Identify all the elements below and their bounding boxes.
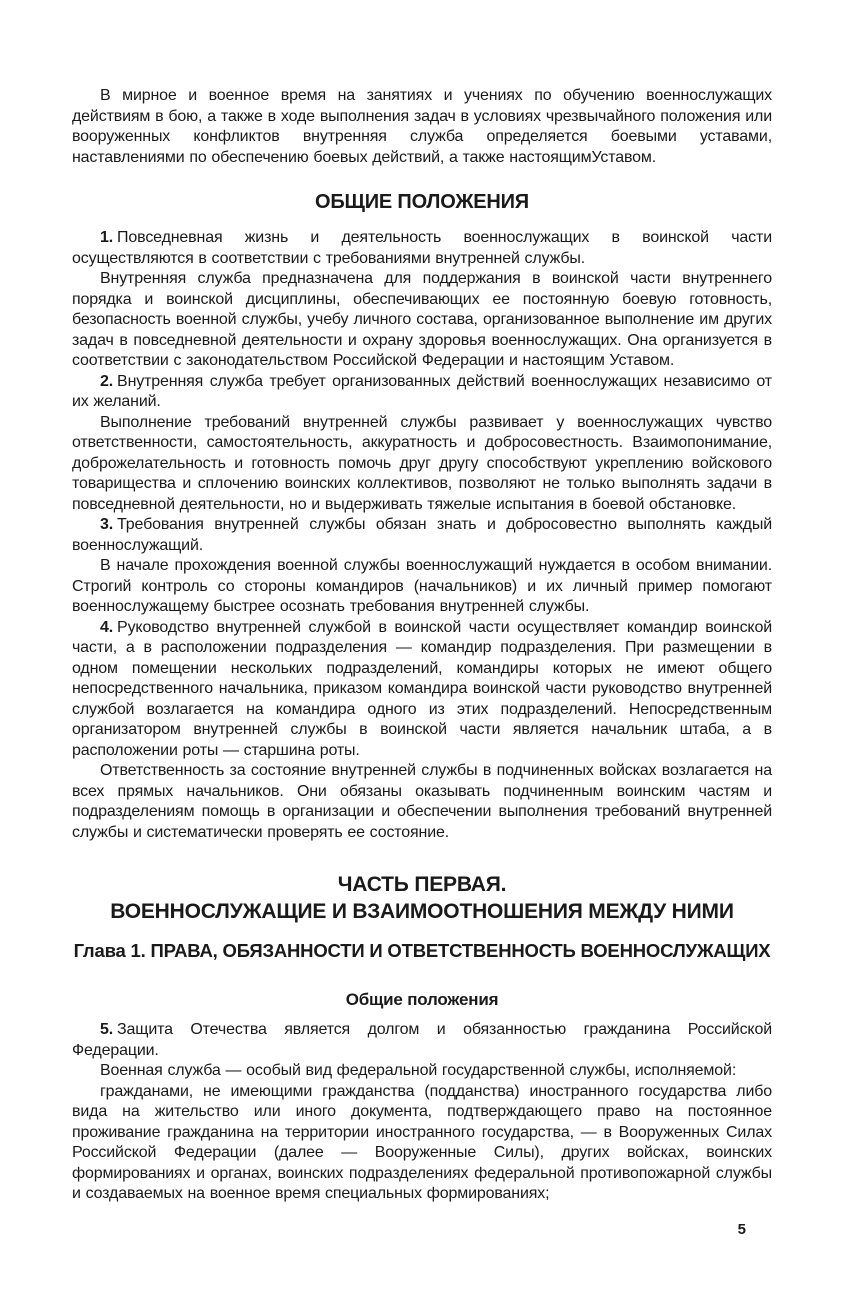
paragraph-4-cont bbox=[72, 761, 772, 843]
paragraph-5-list-item bbox=[72, 1082, 772, 1205]
paragraph-number: 1. bbox=[100, 229, 114, 246]
paragraph-text: Внутренняя служба требует организованных действий военнослужащих независимо от их желаний. bbox=[72, 372, 772, 410]
part-title bbox=[72, 871, 772, 925]
paragraph-2 bbox=[72, 372, 772, 413]
paragraph-3 bbox=[72, 515, 772, 556]
paragraph-number: 2. bbox=[100, 372, 114, 390]
paragraph-text: Руководство внутренней службой в воинской части осуществляет командир воинской части, а в расположении подразделения — командир подразделения. При размещении в одном помещении нескольких подразделений, командиры которых не имеют общего непосредственного начальника, приказом командира воинской части руководство внутренней службой возлагается на командира одного из этих подразделений. Непосредственным организатором внутренней службы в воинской части является начальник штаба, а в расположении роты — старшина роты. bbox=[72, 618, 772, 759]
paragraph-text: Военная служба — особый вид федеральной государственной службы, исполняемой: bbox=[100, 1062, 737, 1079]
chapter-title: Глава 1. ПРАВА, ОБЯЗАННОСТИ И ОТВЕТСТВЕННОСТЬ ВОЕННОСЛУЖАЩИХ bbox=[73, 940, 771, 961]
paragraph-text: Ответственность за состояние внутренней службы в подчиненных войсках возлагается на всех прямых начальников. Они обязаны оказывать подчиненным воинским частям и подразделениям помощь в организации и обеспечении выполнения требований внутренней службы и систематически проверять ее состояние. bbox=[72, 762, 772, 841]
part-title-line2: ВОЕННОСЛУЖАЩИЕ И ВЗАИМООТНОШЕНИЯ МЕЖДУ НИМИ bbox=[110, 900, 734, 923]
subsection-title: Общие положения bbox=[345, 990, 499, 1009]
paragraph-number: 4. bbox=[100, 618, 114, 636]
paragraph-text: гражданами, не имеющими гражданства (подданства) иностранного государства либо вида на жительство или иного документа, подтверждающего право на постоянное проживание гражданина на территории иностранного государства, — в Вооруженных Силах Российской Федерации (далее — Вооруженные Силы), других войсках, воинских формированиях и органах, воинских подразделениях федеральной противопожарной службы и создаваемых на военное время специальных формированиях; bbox=[72, 1082, 772, 1202]
paragraph-1 bbox=[72, 228, 772, 269]
intro-paragraph: В мирное и военное время на занятиях и учениях по обучению военнослужащих действиям в бою, а также в ходе выполнения задач в условиях чрезвычайного положения или вооруженных конфликтов внутренняя служба определяется боевыми уставами, наставлениями по обеспечению боевых действий, а также настоящимУставом. bbox=[72, 87, 772, 166]
paragraph-5-cont bbox=[72, 1061, 772, 1082]
paragraph-number: 3. bbox=[100, 516, 114, 533]
paragraph-number: 5. bbox=[100, 1021, 114, 1038]
paragraph-text: Внутренняя служба предназначена для поддержания в воинской части внутреннего порядка и воинской дисциплины, обеспечивающих ее постоянную боевую готовность, безопасность военной службы, учебу личного состава, организованное выполнение им других задач в повседневной деятельности и охрану здоровья военнослужащих. Она организуется в соответствии с законодательством Российской Федерации и настоящим Уставом. bbox=[72, 270, 772, 369]
paragraph-2-cont bbox=[72, 413, 772, 516]
paragraph-1-cont bbox=[72, 269, 772, 372]
page-number: 5 bbox=[737, 1220, 746, 1238]
paragraph-5 bbox=[72, 1020, 772, 1061]
paragraph-text: Выполнение требований внутренней службы развивает у военнослужащих чувство ответственности, самостоятельность, аккуратность и добросовестность. Взаимопонимание, доброжелательность и готовность помочь друг другу способствуют укреплению войскового товарищества и сплочению воинских коллективов, позволяют не только выполнять задачи в повседневной деятельности, но и выдерживать тяжелые испытания в боевой обстановке. bbox=[72, 413, 772, 513]
paragraph-text: В начале прохождения военной службы военнослужащий нуждается в особом внимании. Строгий контроль со стороны командиров (начальников) и их личный пример помогают военнослужащему быстрее осознать требования внутренней службы. bbox=[72, 557, 772, 615]
paragraph-text: Требования внутренней службы обязан знать и добросовестно выполнять каждый военнослужащий. bbox=[72, 516, 772, 554]
paragraph-text: Повседневная жизнь и деятельность военнослужащих в воинской части осуществляются в соответствии с требованиями внутренней службы. bbox=[72, 229, 772, 267]
paragraph-4 bbox=[72, 618, 772, 762]
paragraph-3-cont bbox=[72, 556, 772, 618]
paragraph-text: Защита Отечества является долгом и обязанностью гражданина Российской Федерации. bbox=[72, 1021, 772, 1059]
section-title-general-provisions: ОБЩИЕ ПОЛОЖЕНИЯ bbox=[315, 191, 529, 213]
part-title-line1: ЧАСТЬ ПЕРВАЯ. bbox=[337, 873, 507, 896]
